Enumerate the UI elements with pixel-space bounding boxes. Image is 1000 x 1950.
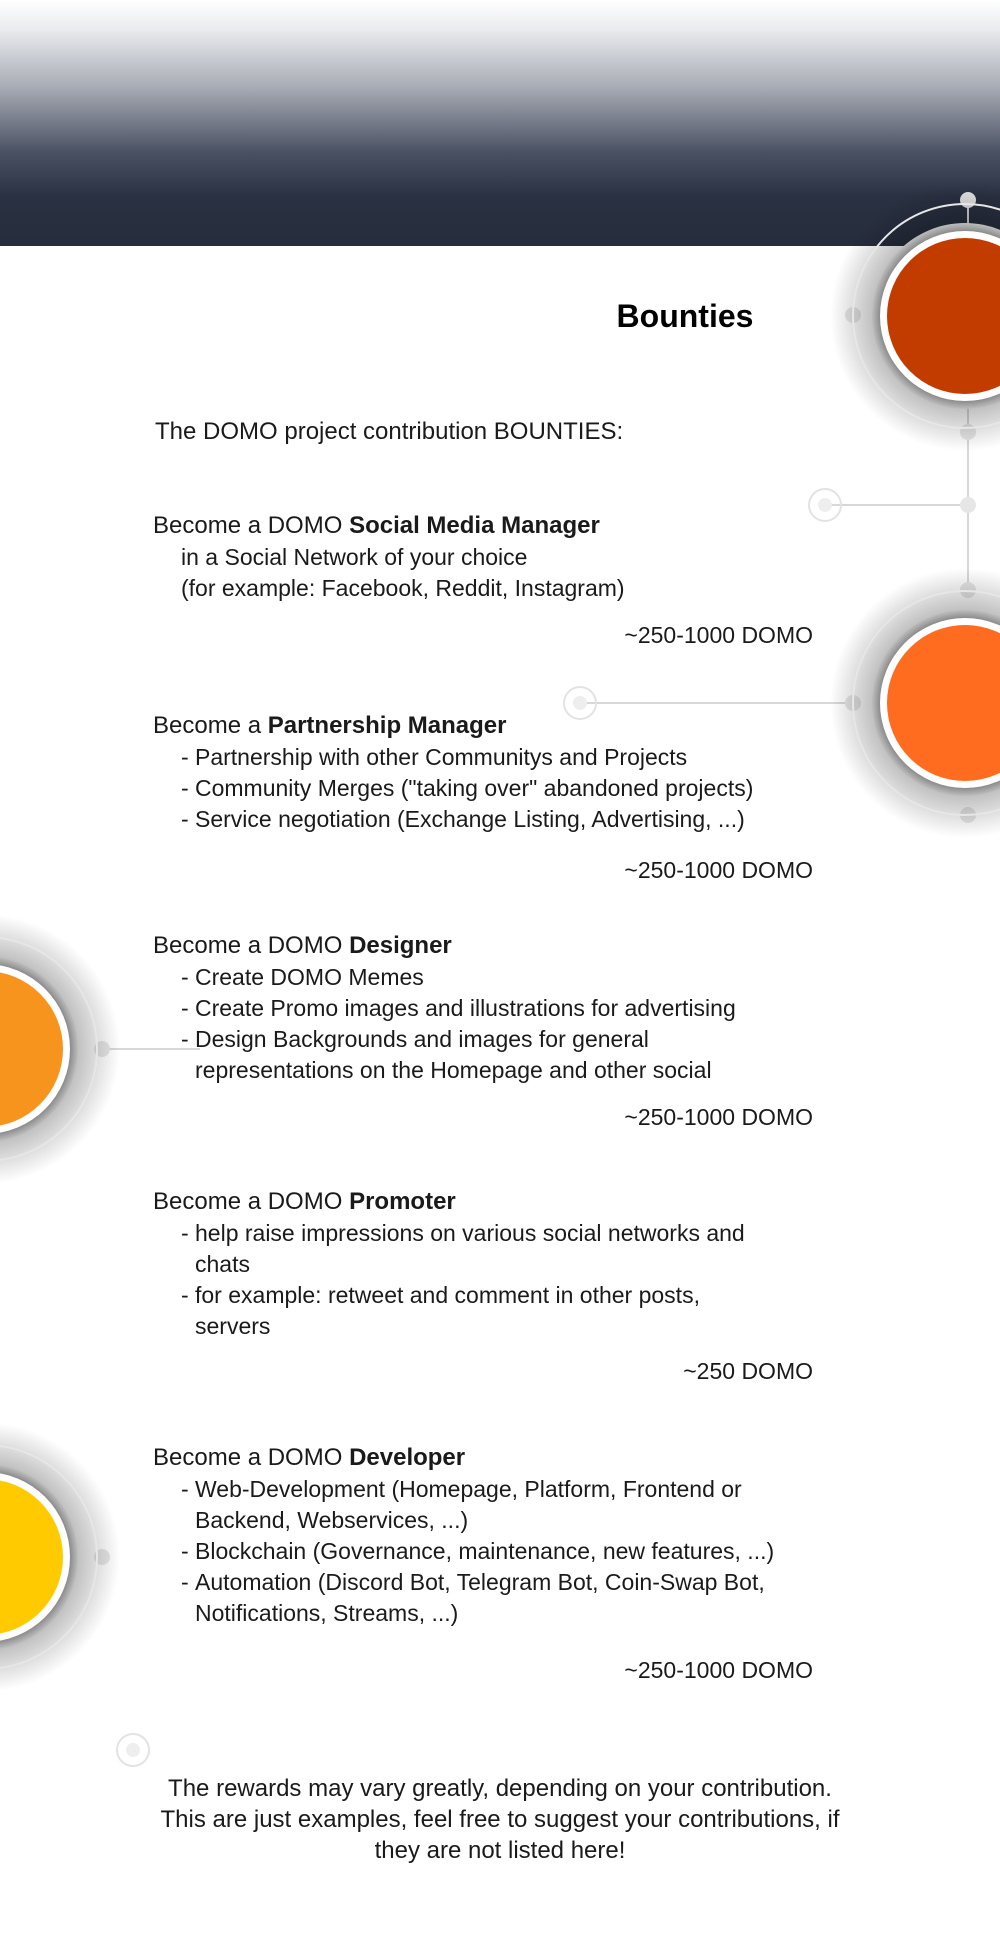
section-role: Developer	[349, 1444, 466, 1471]
section-line: (for example: Facebook, Reddit, Instagram)	[181, 575, 625, 601]
list-item: - Blockchain (Governance, maintenance, new features, ...)	[181, 1538, 775, 1564]
section-title	[153, 1442, 813, 1474]
section-role: Designer	[349, 932, 452, 959]
bounty-social-media-manager	[153, 510, 813, 660]
list-item: - help raise impressions on various social networks and chats	[181, 1220, 745, 1277]
list-item: - Design Backgrounds and images for general representations on the Homepage and other social	[181, 1026, 712, 1083]
list-item: - Service negotiation (Exchange Listing, Advertising, ...)	[181, 806, 745, 832]
intro-text: The DOMO project contribution BOUNTIES:	[155, 418, 624, 445]
bounty-partnership-manager	[153, 710, 813, 890]
bounty-promoter	[153, 1186, 813, 1396]
section-role: Partnership Manager	[267, 712, 507, 739]
list-item: - Partnership with other Communitys and Projects	[181, 744, 688, 770]
reward-amount: ~250-1000 DOMO	[624, 1104, 813, 1130]
section-title	[153, 930, 813, 962]
reward-amount: ~250-1000 DOMO	[624, 1657, 813, 1683]
list-item: - Create DOMO Memes	[181, 964, 424, 990]
section-line: in a Social Network of your choice	[181, 544, 528, 570]
list-item: - Automation (Discord Bot, Telegram Bot, Coin-Swap Bot, Notifications, Streams, ...)	[181, 1569, 765, 1626]
section-prefix: Become a DOMO	[153, 1188, 343, 1215]
section-title	[153, 710, 813, 742]
section-prefix: Become a DOMO	[153, 512, 343, 539]
bounty-designer	[153, 930, 813, 1140]
reward-amount: ~250-1000 DOMO	[624, 622, 813, 648]
section-title	[153, 510, 813, 542]
section-prefix: Become a	[153, 712, 262, 739]
footer-note: The rewards may vary greatly, depending on your contribution. This are just examples, feel free to suggest your contributions, if they are not listed here!	[160, 1775, 840, 1864]
section-prefix: Become a DOMO	[153, 932, 343, 959]
section-title	[153, 1186, 813, 1218]
list-item: - Web-Development (Homepage, Platform, Frontend or Backend, Webservices, ...)	[181, 1476, 742, 1533]
reward-amount: ~250-1000 DOMO	[624, 857, 813, 883]
section-role: Promoter	[349, 1188, 456, 1215]
list-item: - Create Promo images and illustrations for advertising	[181, 995, 736, 1021]
page-title: Bounties	[616, 298, 754, 334]
bounty-developer	[153, 1442, 813, 1702]
section-role: Social Media Manager	[349, 512, 600, 539]
list-item: - for example: retweet and comment in other posts, servers	[181, 1282, 700, 1339]
list-item: - Community Merges ("taking over" abandoned projects)	[181, 775, 754, 801]
section-prefix: Become a DOMO	[153, 1444, 343, 1471]
reward-amount: ~250 DOMO	[683, 1358, 813, 1384]
